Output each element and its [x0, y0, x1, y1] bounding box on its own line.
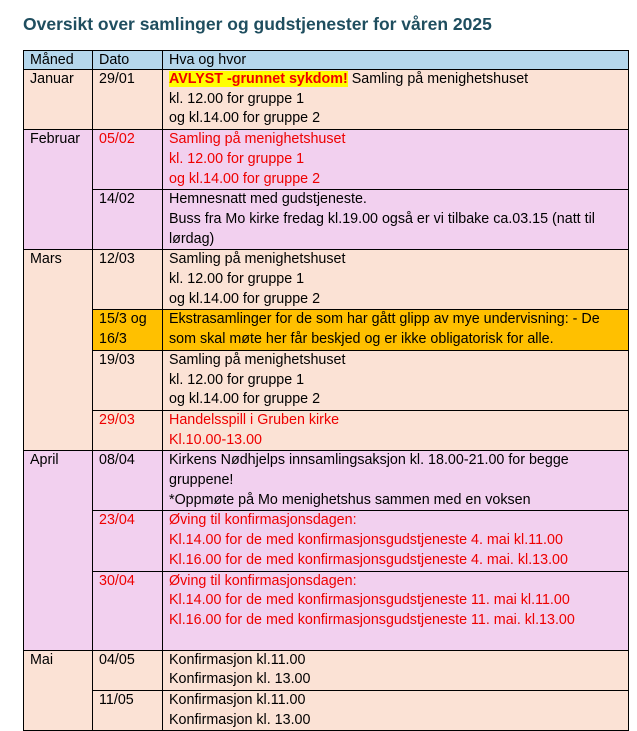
event-text: Konfirmasjon kl.11.00 — [169, 651, 306, 668]
event-text: kl. 12.00 for gruppe 1 — [169, 150, 305, 167]
event-text: Samling på menighetshuset — [169, 251, 346, 268]
date-cell: 29/01 — [93, 70, 163, 130]
event-text: Konfirmasjon kl. 13.00 — [169, 671, 311, 688]
event-text: *Oppmøte på Mo menighetshus sammen med en voksen — [169, 491, 531, 508]
event-text: Kl.14.00 for de med konfirmasjonsgudstjeneste 11. mai kl.11.00 — [169, 592, 570, 609]
table-row — [24, 310, 629, 350]
event-cell — [163, 130, 629, 190]
header-month: Måned — [24, 51, 93, 70]
date-cell: 29/03 — [93, 410, 163, 450]
month-cell: Februar — [24, 130, 93, 250]
table-row — [24, 511, 629, 571]
event-text: kl. 12.00 for gruppe 1 — [169, 90, 305, 107]
table-row — [24, 70, 629, 130]
event-text: Samling på menighetshuset — [169, 351, 346, 368]
event-cell — [163, 70, 629, 130]
date-cell: 08/04 — [93, 451, 163, 511]
event-text: Samling på menighetshuset — [169, 131, 346, 148]
event-text: Konfirmasjon kl.11.00 — [169, 691, 306, 708]
header-date: Dato — [93, 51, 163, 70]
table-row — [24, 350, 629, 410]
event-text: Ekstrasamlinger for de som har gått glipp av mye undervisning: - De som skal møte her får beskjed og er ikke obligatorisk for alle. — [169, 311, 600, 348]
event-text: Konfirmasjon kl. 13.00 — [169, 711, 311, 728]
event-text: kl. 12.00 for gruppe 1 — [169, 371, 305, 388]
event-cell — [163, 511, 629, 571]
date-cell: 05/02 — [93, 130, 163, 190]
month-cell: Januar — [24, 70, 93, 130]
event-text: Handelsspill i Gruben kirke — [169, 411, 340, 428]
month-cell: Mars — [24, 250, 93, 451]
date-cell: 11/05 — [93, 690, 163, 730]
table-row — [24, 690, 629, 730]
event-text: Øving til konfirmasjonsdagen: — [169, 572, 357, 589]
event-cell — [163, 410, 629, 450]
event-text: og kl.14.00 for gruppe 2 — [169, 391, 321, 408]
event-text: Kl.10.00-13.00 — [169, 431, 262, 448]
event-cell — [163, 690, 629, 730]
table-row — [24, 130, 629, 190]
event-text: og kl.14.00 for gruppe 2 — [169, 290, 321, 307]
page-title: Oversikt over samlinger og gudstjenester for våren 2025 — [23, 14, 492, 34]
event-text: kl. 12.00 for gruppe 1 — [169, 271, 305, 288]
date-cell: 19/03 — [93, 350, 163, 410]
event-text: Øving til konfirmasjonsdagen: — [169, 512, 357, 529]
event-cell — [163, 350, 629, 410]
table-header-row — [24, 51, 629, 70]
event-text: Hemnesnatt med gudstjeneste. — [169, 191, 367, 208]
table-row — [24, 190, 629, 250]
cancelled-notice: AVLYST -grunnet sykdom! — [169, 71, 348, 87]
table-row — [24, 451, 629, 511]
date-cell: 14/02 — [93, 190, 163, 250]
event-cell — [163, 190, 629, 250]
date-cell: 15/3 og 16/3 — [93, 310, 163, 350]
date-cell: 23/04 — [93, 511, 163, 571]
table-row — [24, 571, 629, 650]
table-row — [24, 410, 629, 450]
event-text: og kl.14.00 for gruppe 2 — [169, 110, 321, 127]
event-cell — [163, 310, 629, 350]
month-cell: April — [24, 451, 93, 650]
event-text: Kirkens Nødhjelps innsamlingsaksjon kl. 18.00-21.00 for begge gruppene! — [169, 452, 569, 489]
schedule-table — [23, 50, 629, 731]
date-cell: 04/05 — [93, 650, 163, 690]
event-text: Kl.16.00 for de med konfirmasjonsgudstjeneste 4. mai. kl.13.00 — [169, 551, 568, 568]
event-text: og kl.14.00 for gruppe 2 — [169, 170, 321, 187]
event-text: Samling på menighetshuset — [347, 71, 529, 87]
event-text: Kl.16.00 for de med konfirmasjonsgudstjeneste 11. mai. kl.13.00 — [169, 611, 575, 628]
event-text: Kl.14.00 for de med konfirmasjonsgudstjeneste 4. mai kl.11.00 — [169, 532, 563, 549]
header-what: Hva og hvor — [163, 51, 629, 70]
date-cell: 30/04 — [93, 571, 163, 650]
event-cell — [163, 451, 629, 511]
event-cell — [163, 571, 629, 650]
event-text: Buss fra Mo kirke fredag kl.19.00 også er vi tilbake ca.03.15 (natt til lørdag) — [169, 210, 595, 247]
month-cell: Mai — [24, 650, 93, 731]
event-cell — [163, 650, 629, 690]
date-cell: 12/03 — [93, 250, 163, 310]
table-row — [24, 650, 629, 690]
table-row — [24, 250, 629, 310]
event-cell — [163, 250, 629, 310]
